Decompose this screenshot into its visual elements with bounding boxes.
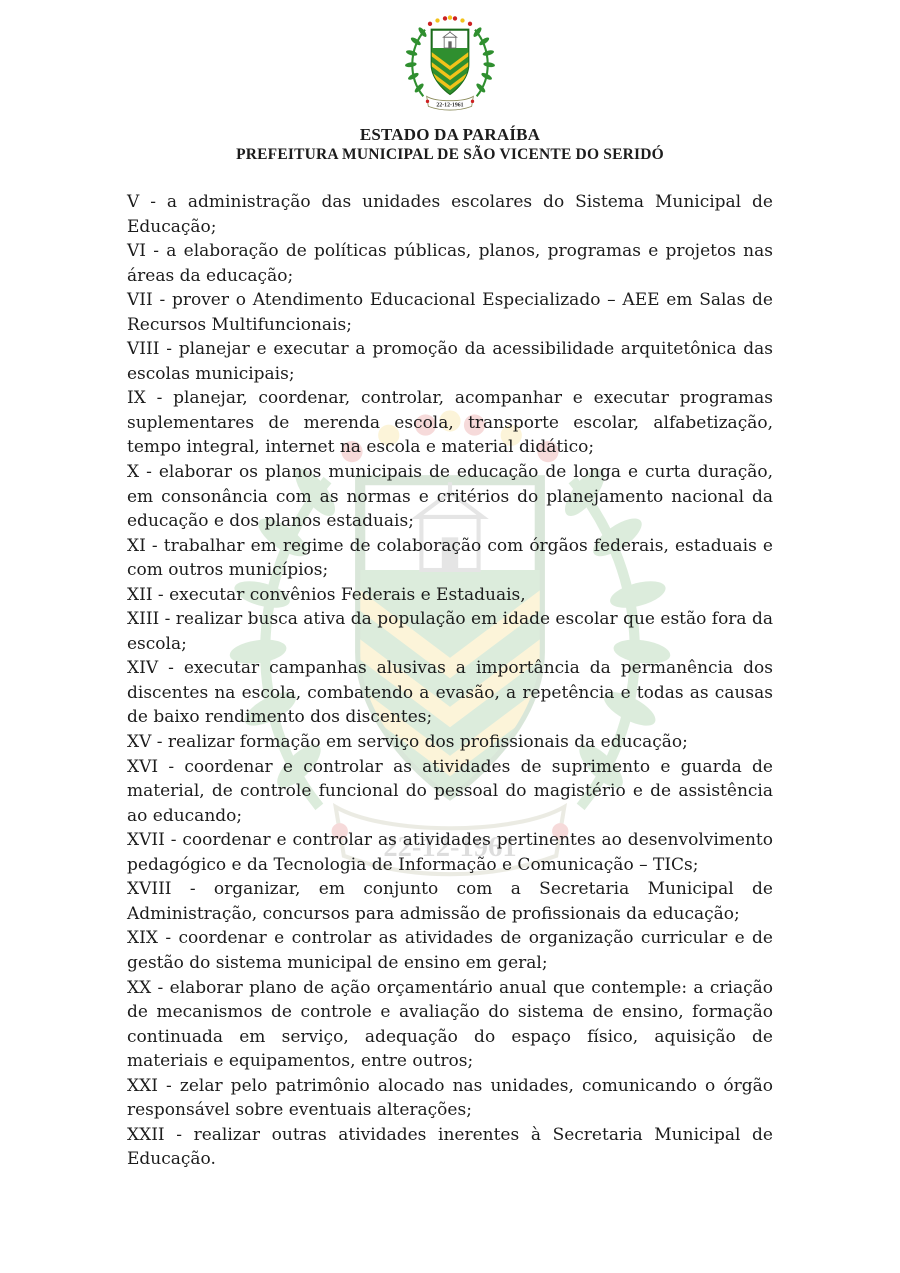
document-paragraph: XIX - coordenar e controlar as atividades de organização curricular e de gestão do sistema municipal de ensino em geral; bbox=[127, 928, 773, 973]
document-paragraph: VII - prover o Atendimento Educacional Especializado – AEE em Salas de Recursos Multifuncionais; bbox=[127, 290, 773, 335]
document-paragraph: XVIII - organizar, em conjunto com a Secretaria Municipal de Administração, concursos para admissão de profissionais da educação; bbox=[127, 879, 773, 924]
document-paragraph: VI - a elaboração de políticas públicas, planos, programas e projetos nas áreas da educação; bbox=[127, 241, 773, 286]
document-paragraph: XX - elaborar plano de ação orçamentário anual que contemple: a criação de mecanismos de controle e avaliação do sistema de ensino, formação continuada em serviço, adequação do espaço físico, aquisição de materiais e equipamentos, entre outros; bbox=[127, 977, 773, 1072]
header-municipality-title: PREFEITURA MUNICIPAL DE SÃO VICENTE DO SERIDÓ bbox=[236, 146, 664, 163]
document-paragraph: XXII - realizar outras atividades inerentes à Secretaria Municipal de Educação. bbox=[127, 1124, 773, 1170]
document-paragraph: XIV - executar campanhas alusivas a importância da permanência dos discentes na escola, combatendo a evasão, a repetência e todas as causas de baixo rendimento dos discentes; bbox=[127, 658, 773, 728]
document-body bbox=[127, 190, 773, 1172]
document-paragraph: XVII - coordenar e controlar as atividades pertinentes ao desenvolvimento pedagógico e da Tecnologia de Informação e Comunicação – TICs; bbox=[127, 830, 773, 875]
document-paragraph: XV - realizar formação em serviço dos profissionais da educação; bbox=[127, 732, 688, 753]
document-paragraph: XVI - coordenar e controlar as atividades de suprimento e guarda de material, de controle funcional do pessoal do magistério e de assistência ao educando; bbox=[127, 756, 773, 826]
document-paragraph: IX - planejar, coordenar, controlar, acompanhar e executar programas suplementares de merenda escola, transporte escolar, alfabetização, tempo integral, internet na escola e material didático; bbox=[127, 388, 773, 458]
header-state-title: ESTADO DA PARAÍBA bbox=[359, 125, 541, 144]
document-paragraph: VIII - planejar e executar a promoção da acessibilidade arquitetônica das escolas municipais; bbox=[127, 339, 773, 384]
document-paragraph: XXI - zelar pelo patrimônio alocado nas unidades, comunicando o órgão responsável sobre eventuais alterações; bbox=[127, 1075, 773, 1121]
document-paragraph: V - a administração das unidades escolares do Sistema Municipal de Educação; bbox=[127, 192, 773, 237]
document-paragraph: XI - trabalhar em regime de colaboração com órgãos federais, estaduais e com outros municípios; bbox=[127, 535, 773, 581]
crest-container bbox=[0, 0, 900, 123]
document-paragraph: XII - executar convênios Federais e Estaduais, bbox=[127, 584, 526, 605]
document-paragraph: XIII - realizar busca ativa da população em idade escolar que estão fora da escola; bbox=[127, 609, 773, 654]
document-paragraph: X - elaborar os planos municipais de educação de longa e curta duração, em consonância com as normas e critérios do planejamento nacional da educação e dos planos estaduais; bbox=[127, 462, 773, 532]
municipal-coat-of-arms bbox=[400, 13, 500, 123]
